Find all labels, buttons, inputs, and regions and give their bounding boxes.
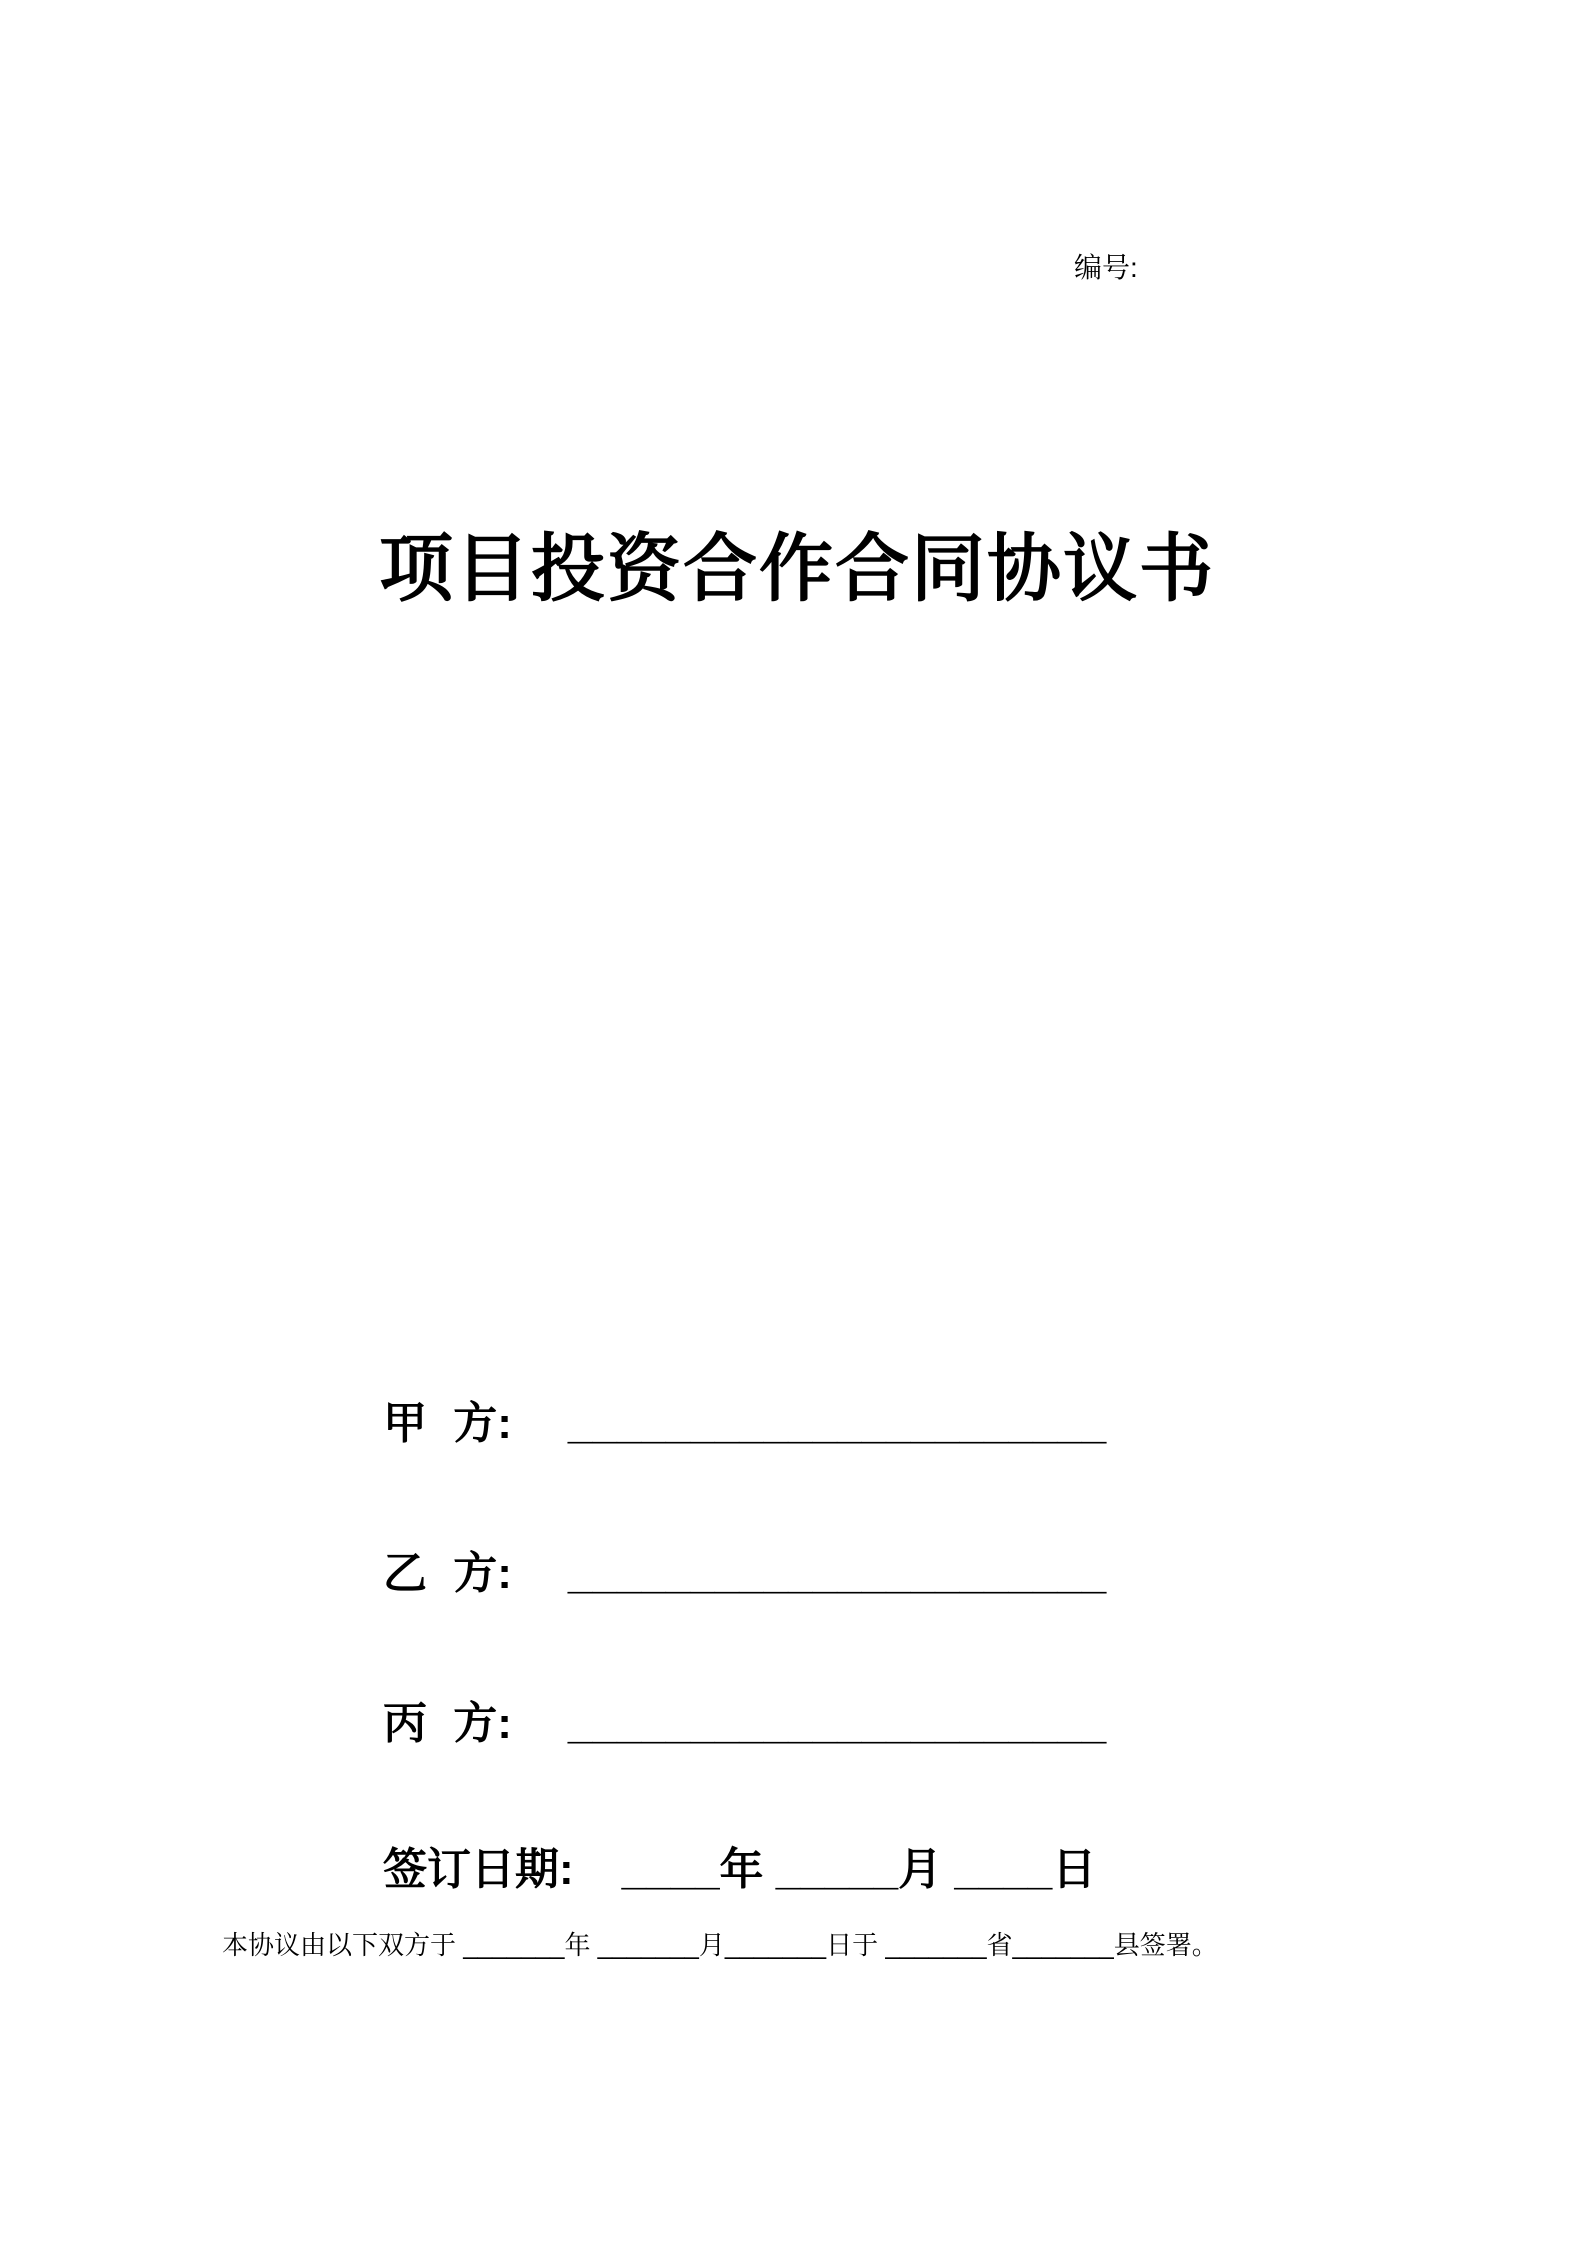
- party-a-row: [383, 1399, 1107, 1448]
- party-a-label: 甲 方:: [383, 1399, 512, 1448]
- sign-date-row: [383, 1845, 1097, 1894]
- doc-number-label: 编号:: [1074, 252, 1138, 283]
- page-title: 项目投资合作合同协议书: [379, 527, 1215, 610]
- party-b-blank-line: ______________________: [567, 1549, 1107, 1598]
- sign-date-label: 签订日期:: [383, 1845, 574, 1894]
- party-a-blank-line: ______________________: [567, 1399, 1107, 1448]
- party-b-row: [383, 1549, 1107, 1598]
- party-b-label: 乙 方:: [383, 1549, 512, 1598]
- party-c-label: 丙 方:: [383, 1699, 512, 1748]
- party-c-blank-line: ______________________: [567, 1699, 1107, 1748]
- footnote-text: 本协议由以下双方于 _______年 _______月_______日于 _______省_______县签署。: [222, 1930, 1218, 1960]
- sign-date-value: ____年 _____月 ____日: [621, 1845, 1097, 1894]
- party-c-row: [383, 1699, 1107, 1748]
